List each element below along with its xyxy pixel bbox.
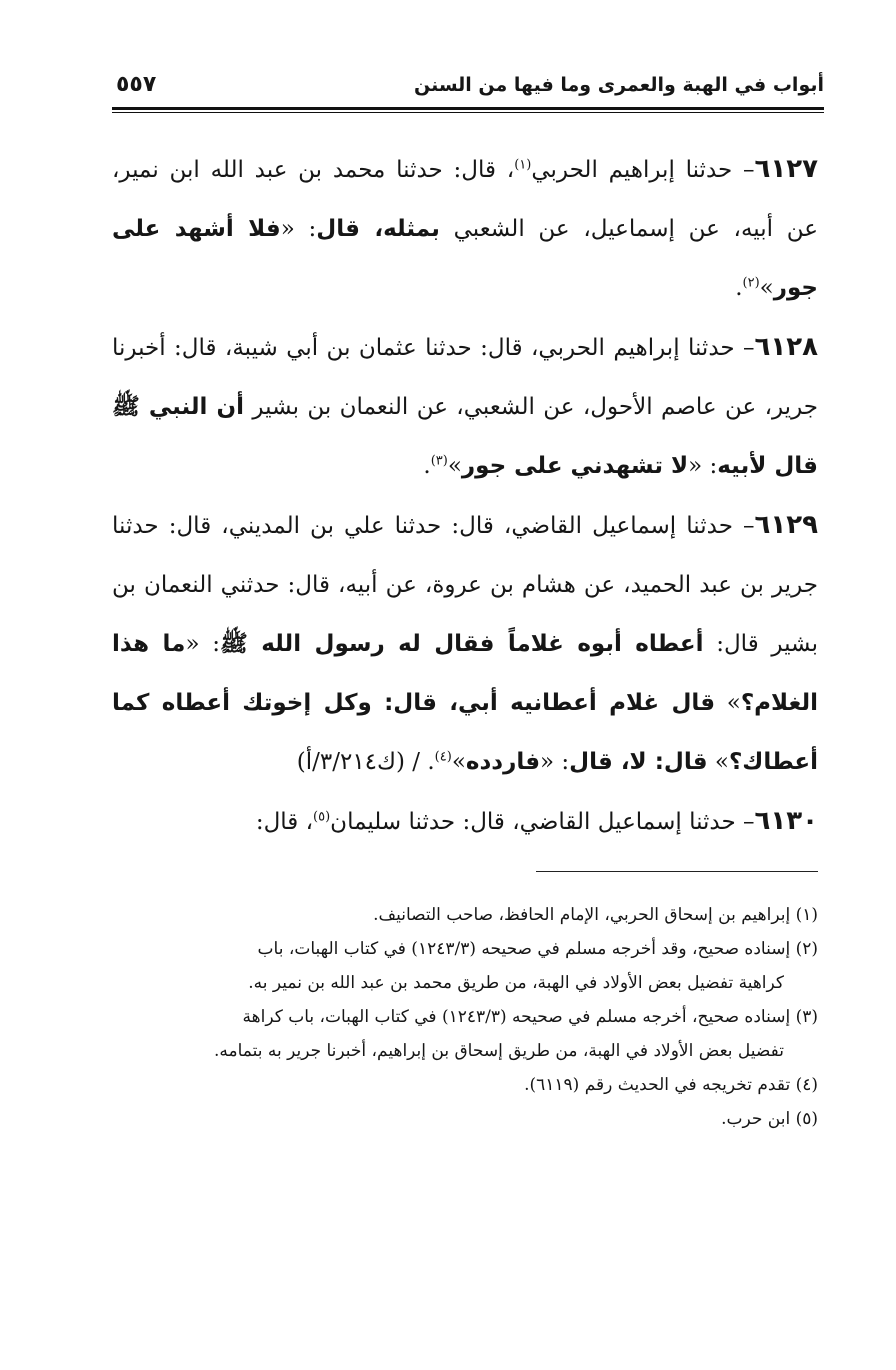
hadith-text: – حدثنا إبراهيم الحربي، قال: حدثنا عثمان بن أبي شيبة، قال: أخبرنا جرير، عن عاصم الأحول، عن الشعبي، عن النعمان بن بشير: [112, 335, 818, 420]
running-header: [112, 72, 824, 106]
footnotes: [112, 898, 818, 1136]
hadith-bold-text: أعطاه أبوه غلاماً فقال له رسول الله ﷺ: [220, 631, 704, 657]
hadith-number: ٦١٣٠: [754, 806, 818, 836]
footnote-separator: [536, 871, 818, 872]
hadith-bold-text: لا تشهدني على جور: [461, 453, 689, 479]
hadith-text: – حدثنا إبراهيم الحربي: [531, 157, 755, 183]
footnote-ref: (٢): [742, 275, 760, 291]
hadith-bold-text: فاردده: [465, 749, 541, 775]
hadith-number: ٦١٢٨: [754, 332, 818, 362]
hadith-text: . / (ك٣/٢١٤/أ): [296, 749, 435, 775]
page-number: ٥٥٧: [116, 72, 157, 97]
footnote-1: (١) إبراهيم بن إسحاق الحربي، الإمام الحافظ، صاحب التصانيف.: [373, 905, 818, 925]
hadith-entry-6128: [112, 318, 818, 496]
hadith-text: – حدثنا إسماعيل القاضي، قال: حدثنا علي بن المديني، قال: حدثنا جرير بن عبد الحميد، عن هشام بن عروة، عن أبيه، قال: حدثني النعمان بن بشير قال:: [112, 513, 818, 657]
footnote-ref: (٣): [430, 453, 448, 469]
hadith-bold-text: قال غلام أعطانيه أبي، قال: وكل إخوتك أعطاه كما أعطاك؟: [112, 690, 818, 775]
header-title: أبواب في الهبة والعمرى وما فيها من السنن: [413, 74, 824, 96]
hadith-text: – حدثنا إسماعيل القاضي، قال: حدثنا سليمان: [330, 809, 755, 835]
hadith-text: .: [423, 453, 431, 479]
footnote-ref: (٥): [313, 809, 331, 825]
hadith-number: ٦١٢٧: [754, 154, 818, 184]
footnote-5: (٥) ابن حرب.: [721, 1109, 818, 1129]
hadith-text: : «: [185, 631, 220, 657]
footnote-ref: (٤): [434, 749, 452, 765]
hadith-entry-6127: [112, 140, 818, 318]
hadith-number: ٦١٢٩: [754, 510, 818, 540]
hadith-text: : «: [280, 216, 317, 242]
hadith-text: ، قال: حدثنا محمد بن عبد الله ابن نمير، عن أبيه، عن إسماعيل، عن الشعبي: [112, 157, 818, 242]
hadith-entry-6130: [112, 792, 818, 852]
hadith-bold-text: ما هذا الغلام؟: [112, 631, 818, 716]
footnote-ref: (١): [514, 157, 532, 173]
hadith-bold-text: أن النبي ﷺ قال لأبيه: [112, 394, 818, 479]
hadith-text: .: [735, 275, 743, 301]
hadith-text: »: [447, 453, 462, 479]
footnote-3-continuation: تفضيل بعض الأولاد في الهبة، من طريق إسحاق بن إبراهيم، أخبرنا جرير به بتمامه.: [213, 1041, 784, 1061]
main-text: [112, 140, 818, 852]
footnote-2-continuation: كراهية تفضيل بعض الأولاد في الهبة، من طريق محمد بن عبد الله بن نمير به.: [248, 973, 784, 993]
hadith-text: : «: [540, 749, 570, 775]
hadith-bold-text: فلا أشهد على جور: [112, 216, 818, 301]
footnote-4: (٤) تقدم تخريجه في الحديث رقم (٦١١٩).: [524, 1075, 818, 1095]
hadith-text: »: [451, 749, 466, 775]
hadith-text: ، قال:: [255, 809, 314, 835]
hadith-text: »: [707, 749, 729, 775]
footnote-2: (٢) إسناده صحيح، وقد أخرجه مسلم في صحيحه (١٢٤٣/٣) في كتاب الهبات، باب: [257, 939, 818, 959]
hadith-text: »: [715, 690, 741, 716]
header-rule: [112, 107, 824, 110]
header-rule-thin: [112, 112, 824, 113]
footnote-3: (٣) إسناده صحيح، أخرجه مسلم في صحيحه (١٢٤٣/٣) في كتاب الهبات، باب كراهة: [242, 1007, 818, 1027]
hadith-text: : «: [688, 453, 718, 479]
hadith-entry-6129: [112, 496, 818, 792]
hadith-bold-text: بمثله، قال: [316, 216, 440, 242]
hadith-text: »: [759, 275, 774, 301]
hadith-bold-text: قال: لا، قال: [569, 749, 708, 775]
